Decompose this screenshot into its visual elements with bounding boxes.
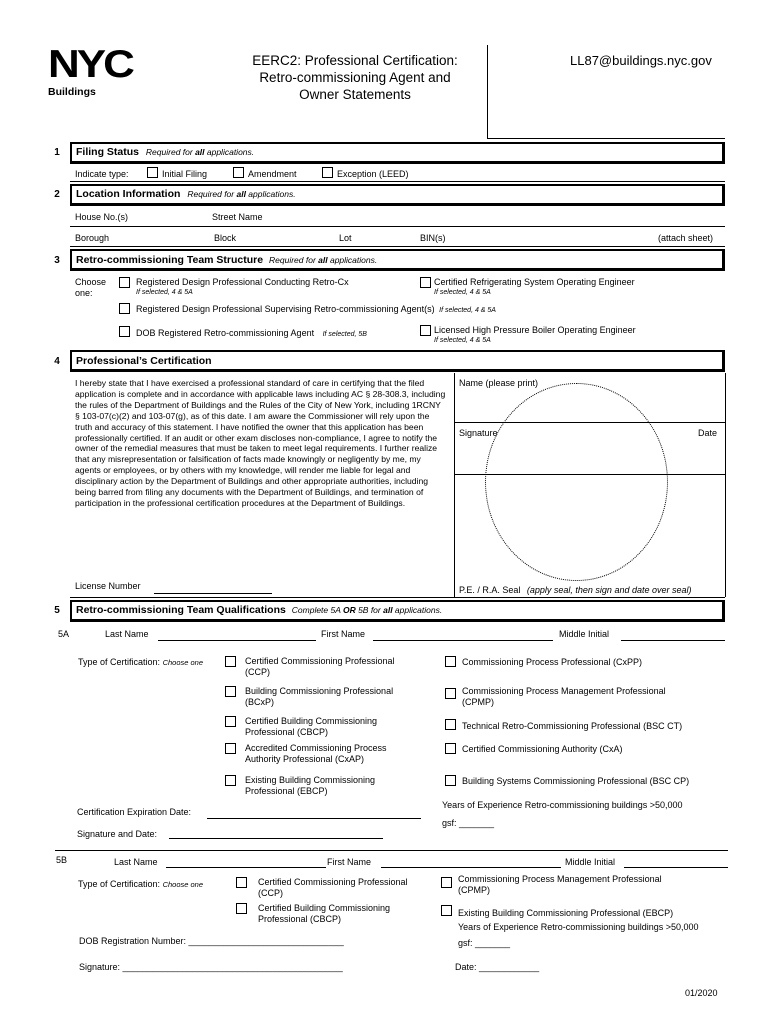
rdp-conducting-label: Registered Design Professional Conducting Retro-Cx: [136, 277, 349, 287]
5a-last-name-label: Last Name: [105, 629, 149, 639]
5a-bcxp-line2: (BCxP): [245, 697, 274, 707]
5a-cpmp-label: [462, 686, 666, 708]
initial-filing-checkbox[interactable]: [147, 167, 158, 178]
form-title-line1: EERC2: Professional Certification:: [252, 53, 458, 68]
license-number-label: [75, 581, 141, 591]
indicate-type-label: Indicate type:: [75, 169, 129, 179]
5a-ccp-line2: (CCP): [245, 667, 270, 677]
choose-one-label: one:: [75, 288, 93, 298]
rdp-supervising-label: [136, 304, 496, 314]
5b-signature-field[interactable]: Signature: ____________________________________________: [79, 962, 343, 972]
contact-email[interactable]: LL87@buildings.nyc.gov: [570, 53, 712, 68]
seal-note: (apply seal, then sign and date over seal): [526, 585, 692, 595]
5b-last-name-label: Last Name: [114, 857, 158, 867]
s5-req-or: OR: [342, 605, 356, 615]
s3-req-bold: all: [318, 255, 328, 265]
rdp-conducting-note: If selected, 4 & 5A: [136, 289, 193, 296]
5b-cbcp-label: [258, 903, 390, 925]
section-2-title: Location Information: [76, 188, 181, 200]
section-3-title: Retro-commissioning Team Structure: [76, 254, 264, 266]
5a-ccp-line1: Certified Commissioning Professional: [245, 656, 395, 666]
5b-dob-registration-field[interactable]: DOB Registration Number: _______________________________: [79, 936, 344, 946]
5a-years-line1: Years of Experience Retro-commissioning buildings >50,000: [442, 800, 683, 810]
5a-type-label: [78, 657, 203, 667]
dob-registered-agent-text: DOB Registered Retro-commissioning Agent: [136, 328, 315, 338]
amendment-checkbox[interactable]: [233, 167, 244, 178]
5a-cpmp-line1: Commissioning Process Management Professional: [462, 686, 666, 696]
rdp-conducting-checkbox[interactable]: [119, 277, 130, 288]
dob-registered-agent-label: [136, 328, 367, 338]
header-divider: [487, 45, 488, 138]
5b-cpmp-line1: Commissioning Process Management Professional: [458, 874, 662, 884]
5a-type-text: Type of Certification:: [78, 657, 161, 667]
choose-label: Choose: [75, 277, 107, 287]
seal-circle[interactable]: [485, 383, 668, 581]
refrigerating-engineer-label: Certified Refrigerating System Operating Engineer: [434, 277, 635, 287]
seal-text: P.E. / R.A. Seal: [459, 585, 521, 595]
form-title-line3: Owner Statements: [299, 87, 411, 102]
house-number-label: House No.(s): [75, 212, 129, 222]
seal-label: [459, 585, 692, 595]
5a-cpmp-line2: (CPMP): [462, 697, 494, 707]
5a-bcxp-line1: Building Commissioning Professional: [245, 686, 394, 696]
nyc-logo-subtitle: Buildings: [48, 86, 96, 98]
amendment-label: Amendment: [248, 169, 297, 179]
5a-first-name-field[interactable]: [373, 640, 553, 641]
section-3-requirement: [269, 255, 377, 265]
5a-cxap-line2: Authority Professional (CxAP): [245, 754, 365, 764]
5a-ebcp-checkbox[interactable]: [225, 775, 236, 786]
license-number-text: License Number: [75, 581, 141, 591]
5a-cxa-checkbox[interactable]: [445, 743, 456, 754]
5a-bcxp-checkbox[interactable]: [225, 686, 236, 697]
5a-ccp-checkbox[interactable]: [225, 656, 236, 667]
attach-sheet-label: (attach sheet): [658, 233, 714, 243]
dob-registered-agent-checkbox[interactable]: [119, 326, 130, 337]
5a-expiration-field[interactable]: [207, 818, 421, 819]
5a-cbcp-line2: Professional (CBCP): [245, 727, 329, 737]
bin-label: BIN(s): [420, 233, 446, 243]
section-5b-label: 5B: [56, 855, 68, 865]
5b-ccp-label: [258, 877, 408, 899]
5b-cbcp-checkbox[interactable]: [236, 903, 247, 914]
5b-years-line1: Years of Experience Retro-commissioning buildings >50,000: [458, 922, 699, 932]
5a-cxap-checkbox[interactable]: [225, 743, 236, 754]
s3-req-pre: Required for: [269, 255, 319, 265]
s2-req-bold: all: [236, 189, 246, 199]
5a-last-name-field[interactable]: [158, 640, 316, 641]
borough-block-lot-field[interactable]: [70, 246, 725, 247]
section-1-heading: [76, 146, 254, 158]
5b-ebcp-checkbox[interactable]: [441, 905, 452, 916]
section-2-heading: [76, 188, 296, 200]
5b-cpmp-line2: (CPMP): [458, 885, 490, 895]
license-number-field[interactable]: [154, 593, 272, 594]
refrigerating-engineer-checkbox[interactable]: [420, 277, 431, 288]
borough-label: Borough: [75, 233, 110, 243]
s2-req-post: applications.: [245, 189, 296, 199]
section-5-number: 5: [54, 605, 60, 616]
rdp-supervising-text: Registered Design Professional Supervising Retro-commissioning Agent(s): [136, 304, 435, 314]
section-4-title: Professional’s Certification: [76, 355, 212, 367]
section-3-number: 3: [54, 255, 60, 266]
s1-req-bold: all: [195, 147, 205, 157]
s1-req-post: applications.: [204, 147, 255, 157]
boiler-engineer-label: Licensed High Pressure Boiler Operating Engineer: [434, 325, 636, 335]
5b-years-line2: gsf: _______: [458, 938, 511, 948]
section-5-heading: [76, 604, 442, 616]
s2-req-pre: Required for: [187, 189, 237, 199]
refrigerating-engineer-note: If selected, 4 & 5A: [434, 289, 491, 296]
rule: [55, 850, 728, 851]
5a-ccp-label: [245, 656, 395, 678]
5b-type-text: Type of Certification:: [78, 879, 161, 889]
exception-leed-checkbox[interactable]: [322, 167, 333, 178]
header-divider-bottom: [487, 138, 725, 139]
5a-cbcp-checkbox[interactable]: [225, 716, 236, 727]
rdp-supervising-checkbox[interactable]: [119, 303, 130, 314]
5a-ebcp-line1: Existing Building Commissioning: [245, 775, 376, 785]
rule: [70, 181, 725, 182]
name-print-label: Name (please print): [459, 378, 539, 388]
seal-panel-left-border: [454, 373, 455, 597]
5a-cxpp-checkbox[interactable]: [445, 656, 456, 667]
5a-bsccp-checkbox[interactable]: [445, 775, 456, 786]
5a-expiration-label: Certification Expiration Date:: [77, 807, 192, 817]
lot-label: Lot: [339, 233, 352, 243]
5a-signature-field[interactable]: [169, 838, 383, 839]
5b-cpmp-label: [458, 874, 662, 896]
s5-req-post: applications.: [392, 605, 443, 615]
5a-cxa-label: Certified Commissioning Authority (CxA): [462, 744, 623, 754]
5a-cbcp-line1: Certified Building Commissioning: [245, 716, 378, 726]
seal-panel-right-border: [725, 373, 726, 597]
5b-ccp-line1: Certified Commissioning Professional: [258, 877, 408, 887]
boiler-engineer-note: If selected, 4 & 5A: [434, 337, 491, 344]
section-3-heading: [76, 254, 377, 266]
section-4-number: 4: [54, 356, 60, 367]
5a-cxap-line1: Accredited Commissioning Process: [245, 743, 387, 753]
5a-cxap-label: [245, 743, 387, 765]
5a-bscct-checkbox[interactable]: [445, 719, 456, 730]
nyc-logo: [48, 42, 132, 98]
5b-ebcp-label: Existing Building Commissioning Professional (EBCP): [458, 908, 674, 918]
form-title: [220, 52, 490, 103]
5a-ebcp-line2: Professional (EBCP): [245, 786, 328, 796]
5b-middle-initial-field[interactable]: [624, 867, 728, 868]
dob-registered-agent-note: If selected, 5B: [322, 331, 367, 338]
5a-years-line2: gsf: _______: [442, 818, 495, 828]
5a-middle-initial-field[interactable]: [621, 640, 725, 641]
5b-cbcp-line2: Professional (CBCP): [258, 914, 342, 924]
exception-leed-label: Exception (LEED): [337, 169, 409, 179]
section-5-requirement: [292, 605, 442, 615]
rule: [70, 597, 725, 598]
house-street-field[interactable]: [70, 226, 725, 227]
initial-filing-label: Initial Filing: [162, 169, 208, 179]
s5-req-mid: 5B for: [355, 605, 384, 615]
5a-bscct-label: Technical Retro-Commissioning Professional (BSC CT): [462, 721, 683, 731]
block-label: Block: [214, 233, 237, 243]
5b-cbcp-line1: Certified Building Commissioning: [258, 903, 391, 913]
5b-first-name-label: First Name: [327, 857, 372, 867]
5b-middle-initial-label: Middle Initial: [565, 857, 616, 867]
5b-last-name-field[interactable]: [166, 867, 326, 868]
5b-ccp-checkbox[interactable]: [236, 877, 247, 888]
certification-statement: I hereby state that I have exercised a professional standard of care in certifying that the filed application is complete and in accordance with applicable laws including AC § 28-308.3, including the rules of the Department of Buildings and the Rules of the City of New York, including 1RCNY § 103-07(c)(2) and 103-07(g), as of this date. I am aware the Commissioner will rely upon the truth and accuracy of this statement. I have notified the owner that this application has been professionally certified. If an audit or other exam discloses non-compliance, I agree to notify the owner of the remedial measures that must be taken to meet legal requirements. I further realize that any misrepresentation or falsification of facts made knowingly or negligently by me, my agents or employees, or by others with my knowledge, will render me liable for legal and disciplinary action by the Department of Buildings and other appropriate authorities, including being barred from filing any documents with the Department of Buildings, and termination of participation in the professional certification procedures at the Department of Buildings.: [75, 378, 446, 508]
5a-bsccp-label: Building Systems Commissioning Professional (BSC CP): [462, 776, 690, 786]
5a-signature-label: Signature and Date:: [77, 829, 158, 839]
section-5-title: Retro-commissioning Team Qualifications: [76, 604, 286, 616]
s5-req-bold: all: [383, 605, 393, 615]
5a-cxpp-label: Commissioning Process Professional (CxPP): [462, 657, 643, 667]
section-2-number: 2: [54, 189, 60, 200]
s5-req-pre: Complete 5A: [291, 605, 343, 615]
5b-ccp-line2: (CCP): [258, 888, 283, 898]
5b-cpmp-checkbox[interactable]: [441, 877, 452, 888]
rdp-supervising-note: If selected, 4 & 5A: [439, 307, 496, 314]
section-1-number: 1: [54, 147, 60, 158]
5a-cpmp-checkbox[interactable]: [445, 688, 456, 699]
5b-type-label: [78, 879, 203, 889]
5a-middle-initial-label: Middle Initial: [559, 629, 610, 639]
signature-label: Signature: [459, 428, 498, 438]
s3-req-post: applications.: [327, 255, 378, 265]
boiler-engineer-checkbox[interactable]: [420, 325, 431, 336]
5b-first-name-field[interactable]: [381, 867, 561, 868]
section-5a-label: 5A: [58, 629, 70, 639]
s1-req-pre: Required for: [145, 147, 196, 157]
date-label: Date: [698, 428, 718, 438]
section-1-requirement: [146, 147, 254, 157]
5a-choose-note: Choose one: [162, 658, 204, 667]
5a-bcxp-label: [245, 686, 393, 708]
section-2-requirement: [187, 189, 295, 199]
5a-ebcp-label: [245, 775, 375, 797]
5a-first-name-label: First Name: [321, 629, 366, 639]
form-version: 01/2020: [685, 988, 718, 998]
5b-choose-note: Choose one: [162, 880, 204, 889]
section-1-title: Filing Status: [76, 146, 139, 158]
5b-date-field[interactable]: Date: ____________: [455, 962, 540, 972]
nyc-logo-mark: NYC: [48, 42, 132, 86]
form-title-line2: Retro-commissioning Agent and: [259, 70, 451, 85]
5a-cbcp-label: [245, 716, 377, 738]
street-name-label: Street Name: [212, 212, 263, 222]
